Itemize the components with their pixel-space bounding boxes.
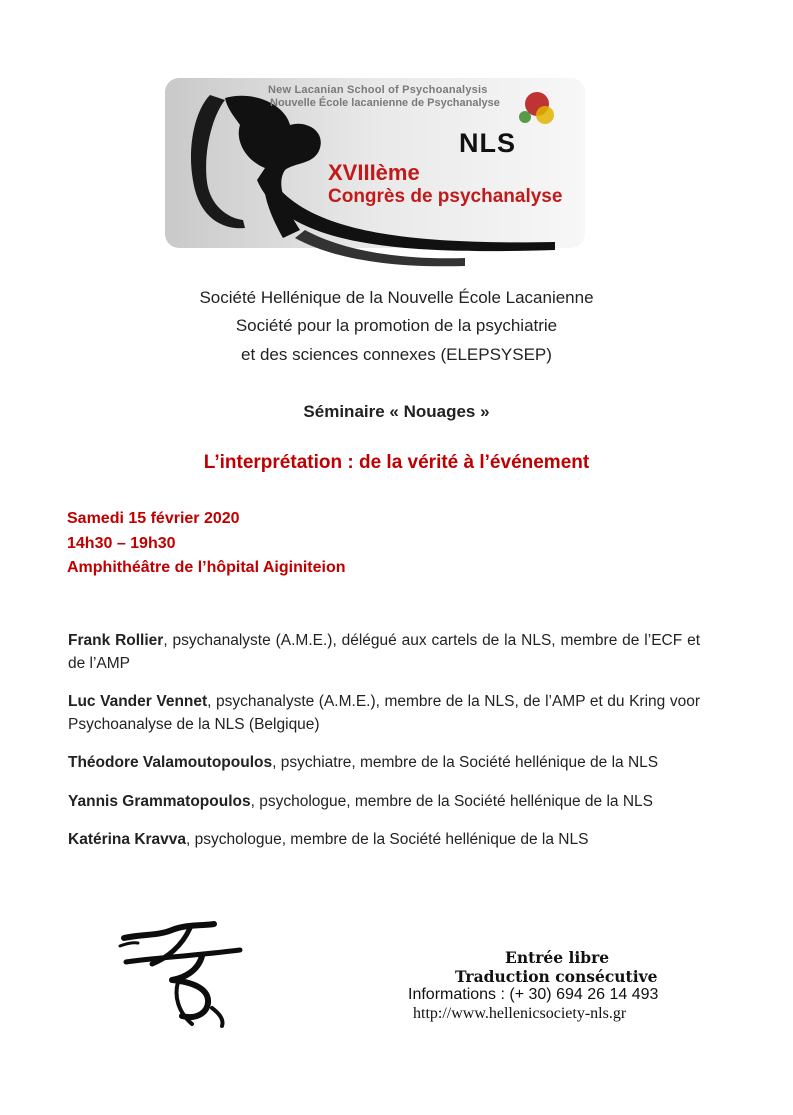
speaker-description: , psychanalyste (A.M.E.), délégué aux cartels de la NLS, membre de l’ECF et de l’AMP <box>68 632 700 672</box>
calligraphy-sign <box>112 916 247 1031</box>
banner-line-english: New Lacanian School of Psychoanalysis <box>268 84 488 96</box>
translation-note: Traduction consécutive <box>455 967 658 986</box>
event-date: Samedi 15 février 2020 <box>67 510 240 527</box>
speaker-name: Luc Vander Vennet <box>68 693 208 710</box>
organiser-line-2: Société pour la promotion de la psychiatrie <box>235 316 558 335</box>
speaker-name: Katérina Kravva <box>68 831 187 848</box>
organiser-line-3: et des sciences connexes (ELEPSYSEP) <box>241 345 552 364</box>
speaker-item <box>68 828 700 851</box>
speaker-description: , psychiatre, membre de la Société hellénique de la NLS <box>272 754 659 771</box>
organiser-line-1: Société Hellénique de la Nouvelle École Lacanienne <box>199 288 594 307</box>
speaker-item <box>68 751 700 774</box>
banner-line-french: Nouvelle École lacanienne de Psychanalyse <box>270 97 500 109</box>
speaker-item <box>68 629 700 675</box>
speaker-name: Yannis Grammatopoulos <box>68 793 251 810</box>
nls-logo-text: NLS <box>459 128 516 158</box>
seminar-name: Séminaire « Nouages » <box>303 402 490 421</box>
speaker-item <box>68 790 700 813</box>
speaker-description: , psychologue, membre de la Société hellénique de la NLS <box>250 793 653 810</box>
congress-edition: XVIIIème <box>328 160 420 185</box>
event-place: Amphithéâtre de l’hôpital Aiginiteion <box>67 559 346 576</box>
speaker-name: Frank Rollier <box>68 632 164 649</box>
speaker-description: , psychologue, membre de la Société hellénique de la NLS <box>186 831 589 848</box>
speaker-item <box>68 690 700 736</box>
seminar-title: L’interprétation : de la vérité à l’événement <box>203 452 590 473</box>
website-link[interactable]: http://www.hellenicsociety-nls.gr <box>413 1005 627 1022</box>
info-phone: Informations : (+ 30) 694 26 14 493 <box>408 986 659 1003</box>
entry-note: Entrée libre <box>505 948 610 967</box>
event-time: 14h30 – 19h30 <box>67 535 176 552</box>
speaker-description: , psychanalyste (A.M.E.), membre de la NLS, de l’AMP et du Kring voor Psychoanalyse de la NLS (Belgique) <box>68 693 700 733</box>
calligraphy-sign-graphic <box>112 916 247 1031</box>
congress-name: Congrès de psychanalyse <box>328 186 563 207</box>
speaker-name: Théodore Valamoutopoulos <box>68 754 273 771</box>
